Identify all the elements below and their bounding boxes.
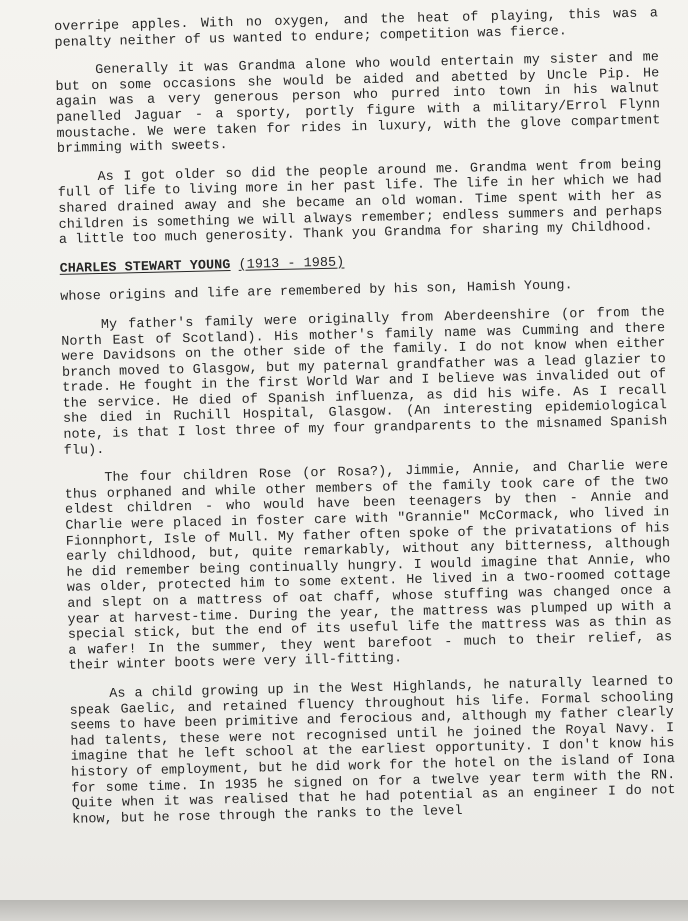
paragraph-grandma-uncle-pip: Generally it was Grandma alone who would entertain my sister and me but on some occasions she would be aided and abetted by Uncle Pip. He again was a very generous person who purred into town in his walnut panelled Jaguar - a sporty, portly figure with a military/Errol Flynn moustache. We were taken for rides in luxury, with the glove compartment brimming with sweets.: [55, 50, 661, 158]
paragraph-family-origins: My father's family were originally from Aberdeenshire (or from the North East of Scotland). His mother's family name was Cumming and there were Davidsons on the other side of the family. I do not know when either branch moved to Glasgow, but my paternal grandfather was a lead glazier to trade. He fought in the first World War and I believe was invalided out of the service. He died of Spanish influenza, as did his wife. As I recall she died in Ruchill Hospital, Glasgow. (An interesting epidemiological note, is that I lost three of my four grandparents to the misnamed Spanish flu).: [61, 305, 668, 459]
paragraph-four-children: The four children Rose (or Rosa?), Jimmie, Annie, and Charlie were thus orphaned and while other members of the family took care of the two eldest children - who would have been teenagers by then - Annie and Charlie were placed in foster care with "Grannie" McCormack, who lived in Fionnphort, Isle of Mull. My father often spoke of the privatations of his early childhood, but, quite remarkably, without any bitterness, although he did remember being continually hungry. I would imagine that Annie, who was older, protected him to some extent. He lived in a two-roomed cottage and slept on a mattress of oat chaff, whose stuffing was changed once a year at harvest-time. During the year, the mattress was plumped up with a special stick, but the end of its useful life the mattress was as thin as a wafer! In the summer, they went barefoot - much to their relief, as their winter boots were very ill-fitting.: [64, 458, 673, 675]
section-heading: [59, 248, 663, 277]
paragraph-grandma-older: As I got older so did the people around me. Grandma went from being full of life to living more in her past life. The life in her which we had shared drained away and she became an old woman. Time spent with her as children is something we will always remember; endless summers and perhaps a little too much generosity. Thank you Grandma for sharing my Childhood.: [57, 157, 663, 249]
section-heading-years: (1913 - 1985): [238, 255, 345, 273]
paragraph-overripe-apples: overripe apples. With no oxygen, and the heat of playing, this was a penalty neither of us wanted to endure; competition was fierce.: [54, 6, 659, 51]
page-bottom-edge: [0, 900, 688, 921]
typewritten-text-block: [54, 6, 676, 828]
section-subtitle: whose origins and life are remembered by his son, Hamish Young.: [60, 278, 573, 306]
section-heading-name: CHARLES STEWART YOUNG: [59, 257, 231, 277]
paragraph-west-highlands: As a child growing up in the West Highlands, he naturally learned to speak Gaelic, and retained fluency throughout his life. Formal schooling seems to have been primitive and ferocious and, although my father clearly had talents, these were not recognised until he joined the Royal Navy. I imagine that he left school at the earliest opportunity. I don't know his history of employment, but he did work for the hotel on the island of Iona for some time. In 1935 he signed on for a twelve year term with the RN. Quite when it was realised that he had potential as an engineer I do not know, but he rose through the ranks to the level: [69, 674, 676, 828]
